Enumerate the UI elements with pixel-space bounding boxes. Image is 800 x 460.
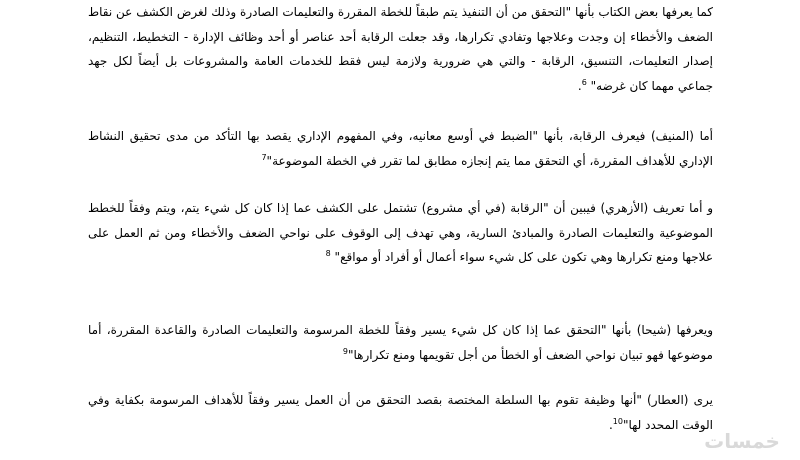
footnote-ref: 10 bbox=[612, 416, 623, 426]
paragraph-text: كما يعرفها بعض الكتاب بأنها "التحقق من أن التنفيذ يتم طبقاً للخطة المقررة والتعليمات الصادرة وذلك لغرض الكشف عن نقاط الضعف والأخطاء إن وجدت وعلاجها وتفادي تكرارها، وقد جعلت الرقابة أحد عناصر أو أحد وظائف الإدارة - التخطيط، التنظيم، إصدار التعليمات، التنسيق، الرقابة - والتي هي ضرورية ولازمة ليس فقط للخدمات العامة والمشروعات بل أيضاً لكل جهد جماعي مهما كان غرضه" bbox=[88, 5, 713, 93]
paragraph-3 bbox=[88, 196, 713, 270]
paragraph-1 bbox=[88, 0, 713, 98]
paragraph-text: يرى (العطار) "أنها وظيفة تقوم بها السلطة المختصة بقصد التحقق من أن العمل يسير وفقاً للأهداف المرسومة بكفاية وفي الوقت المحدد لها" bbox=[88, 393, 713, 432]
paragraph-2 bbox=[88, 124, 713, 173]
footnote-ref: 6 bbox=[581, 77, 587, 87]
paragraph-text: أما (المنيف) فيعرف الرقابة، بأنها "الضبط في أوسع معانيه، وفي المفهوم الإداري يقصد بها التأكد من مدى تحقيق النشاط الإداري للأهداف المقررة، أي التحقق مما يتم إنجازه مطابق لما تقرر في الخطة الموضوعة" bbox=[88, 129, 713, 168]
paragraph-tail: . bbox=[577, 78, 582, 93]
document-body bbox=[88, 0, 713, 460]
paragraph-5 bbox=[88, 388, 713, 437]
paragraph-text: ويعرفها (شيحا) بأنها "التحقق عما إذا كان كل شيء يسير وفقاً للخطة المرسومة والتعليمات الصادرة والقاعدة المقررة، أما موضوعها فهو تبيان نواحي الضعف أو الخطأ من أجل تقويمها ومنع تكرارها" bbox=[88, 323, 713, 362]
paragraph-tail: . bbox=[608, 417, 613, 432]
footnote-ref: 7 bbox=[261, 152, 267, 162]
footnote-ref: 8 bbox=[325, 249, 331, 258]
footnote-ref: 9 bbox=[342, 346, 348, 356]
paragraph-text: و أما تعريف (الأزهري) فيبين أن "الرقابة (في أي مشروع) تشتمل على الكشف عما إذا كان كل شيء يتم، ويتم وفقاً للخطط الموضوعية والتعليمات الصادرة والمبادئ السارية، وهي تهدف إلى الوقوف على نواحي الضعف والأخطاء ومن ثم العمل على علاجها ومنع تكرارها وهي تكون على كل شيء سواء أعمال أو أفراد أو مواقع" bbox=[88, 201, 713, 264]
watermark-logo: خمسات bbox=[704, 429, 780, 453]
paragraph-4 bbox=[88, 318, 713, 367]
